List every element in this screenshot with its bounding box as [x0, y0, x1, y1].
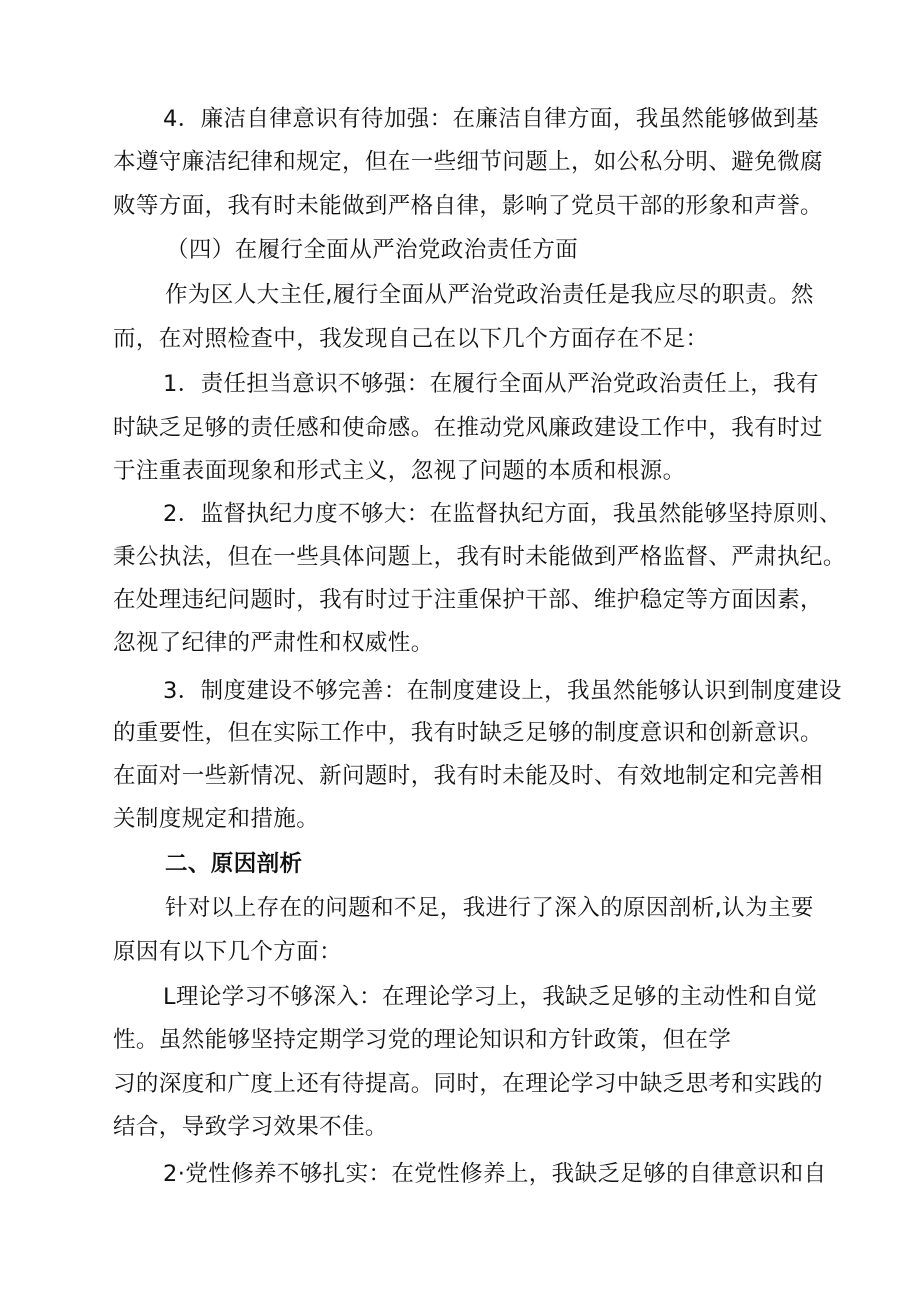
paragraph-line: 时缺乏足够的责任感和使命感。在推动党风廉政建设工作中，我有时过 — [113, 415, 823, 441]
paragraph-line: 原因有以下几个方面： — [113, 939, 343, 965]
paragraph-line: 于注重表面现象和形式主义，忽视了问题的本质和根源。 — [113, 458, 686, 484]
paragraph-line: 的重要性，但在实际工作中，我有时缺乏足够的制度意识和创新意识。 — [113, 720, 823, 746]
paragraph-line: 习的深度和广度上还有待提高。同时，在理论学习中缺乏思考和实践的 — [113, 1071, 823, 1097]
paragraph-line: 作为区人大主任,履行全面从严治党政治责任是我应尽的职责。然 — [165, 282, 814, 308]
paragraph-line: 1．责任担当意识不够强：在履行全面从严治党政治责任上，我有 — [163, 371, 819, 397]
paragraph-line: 2．监督执纪力度不够大：在监督执纪方面，我虽然能够坚持原则、 — [163, 501, 842, 527]
paragraph-line: L理论学习不够深入：在理论学习上，我缺乏足够的主动性和自觉 — [163, 984, 818, 1010]
paragraph-line: 3．制度建设不够完善：在制度建设上，我虽然能够认识到制度建设 — [163, 678, 842, 704]
paragraph-line: 针对以上存在的问题和不足，我进行了深入的原因剖析,认为主要 — [165, 895, 814, 921]
paragraph-line: 忽视了纪律的严肃性和权威性。 — [113, 630, 434, 656]
paragraph-line: 在处理违纪问题时，我有时过于注重保护干部、维护稳定等方面因素， — [113, 587, 823, 613]
paragraph-line: 结合，导致学习效果不佳。 — [113, 1114, 388, 1140]
paragraph-line: 秉公执法，但在一些具体问题上，我有时未能做到严格监督、严肃执纪。 — [113, 544, 846, 570]
paragraph-line: 4．廉洁自律意识有待加强：在廉洁自律方面，我虽然能够做到基 — [163, 106, 819, 132]
paragraph-line: 2·党性修养不够扎实：在党性修养上，我缺乏足够的自律意识和自 — [163, 1161, 827, 1187]
paragraph-line: 而，在对照检查中，我发现自己在以下几个方面存在不足： — [113, 326, 709, 352]
paragraph-line: 本遵守廉洁纪律和规定，但在一些细节问题上，如公私分明、避免微腐 — [113, 149, 823, 175]
paragraph-line: 关制度规定和措施。 — [113, 806, 320, 832]
paragraph-line: 败等方面，我有时未能做到严格自律，影响了党员干部的形象和声誉。 — [113, 193, 823, 219]
section-heading: 二、原因剖析 — [165, 851, 303, 877]
paragraph-line: 性。虽然能够坚持定期学习党的理论知识和方针政策，但在学 — [113, 1027, 732, 1053]
section-heading: （四）在履行全面从严治党政治责任方面 — [166, 237, 579, 263]
paragraph-line: 在面对一些新情况、新问题时，我有时未能及时、有效地制定和完善相 — [113, 763, 823, 789]
